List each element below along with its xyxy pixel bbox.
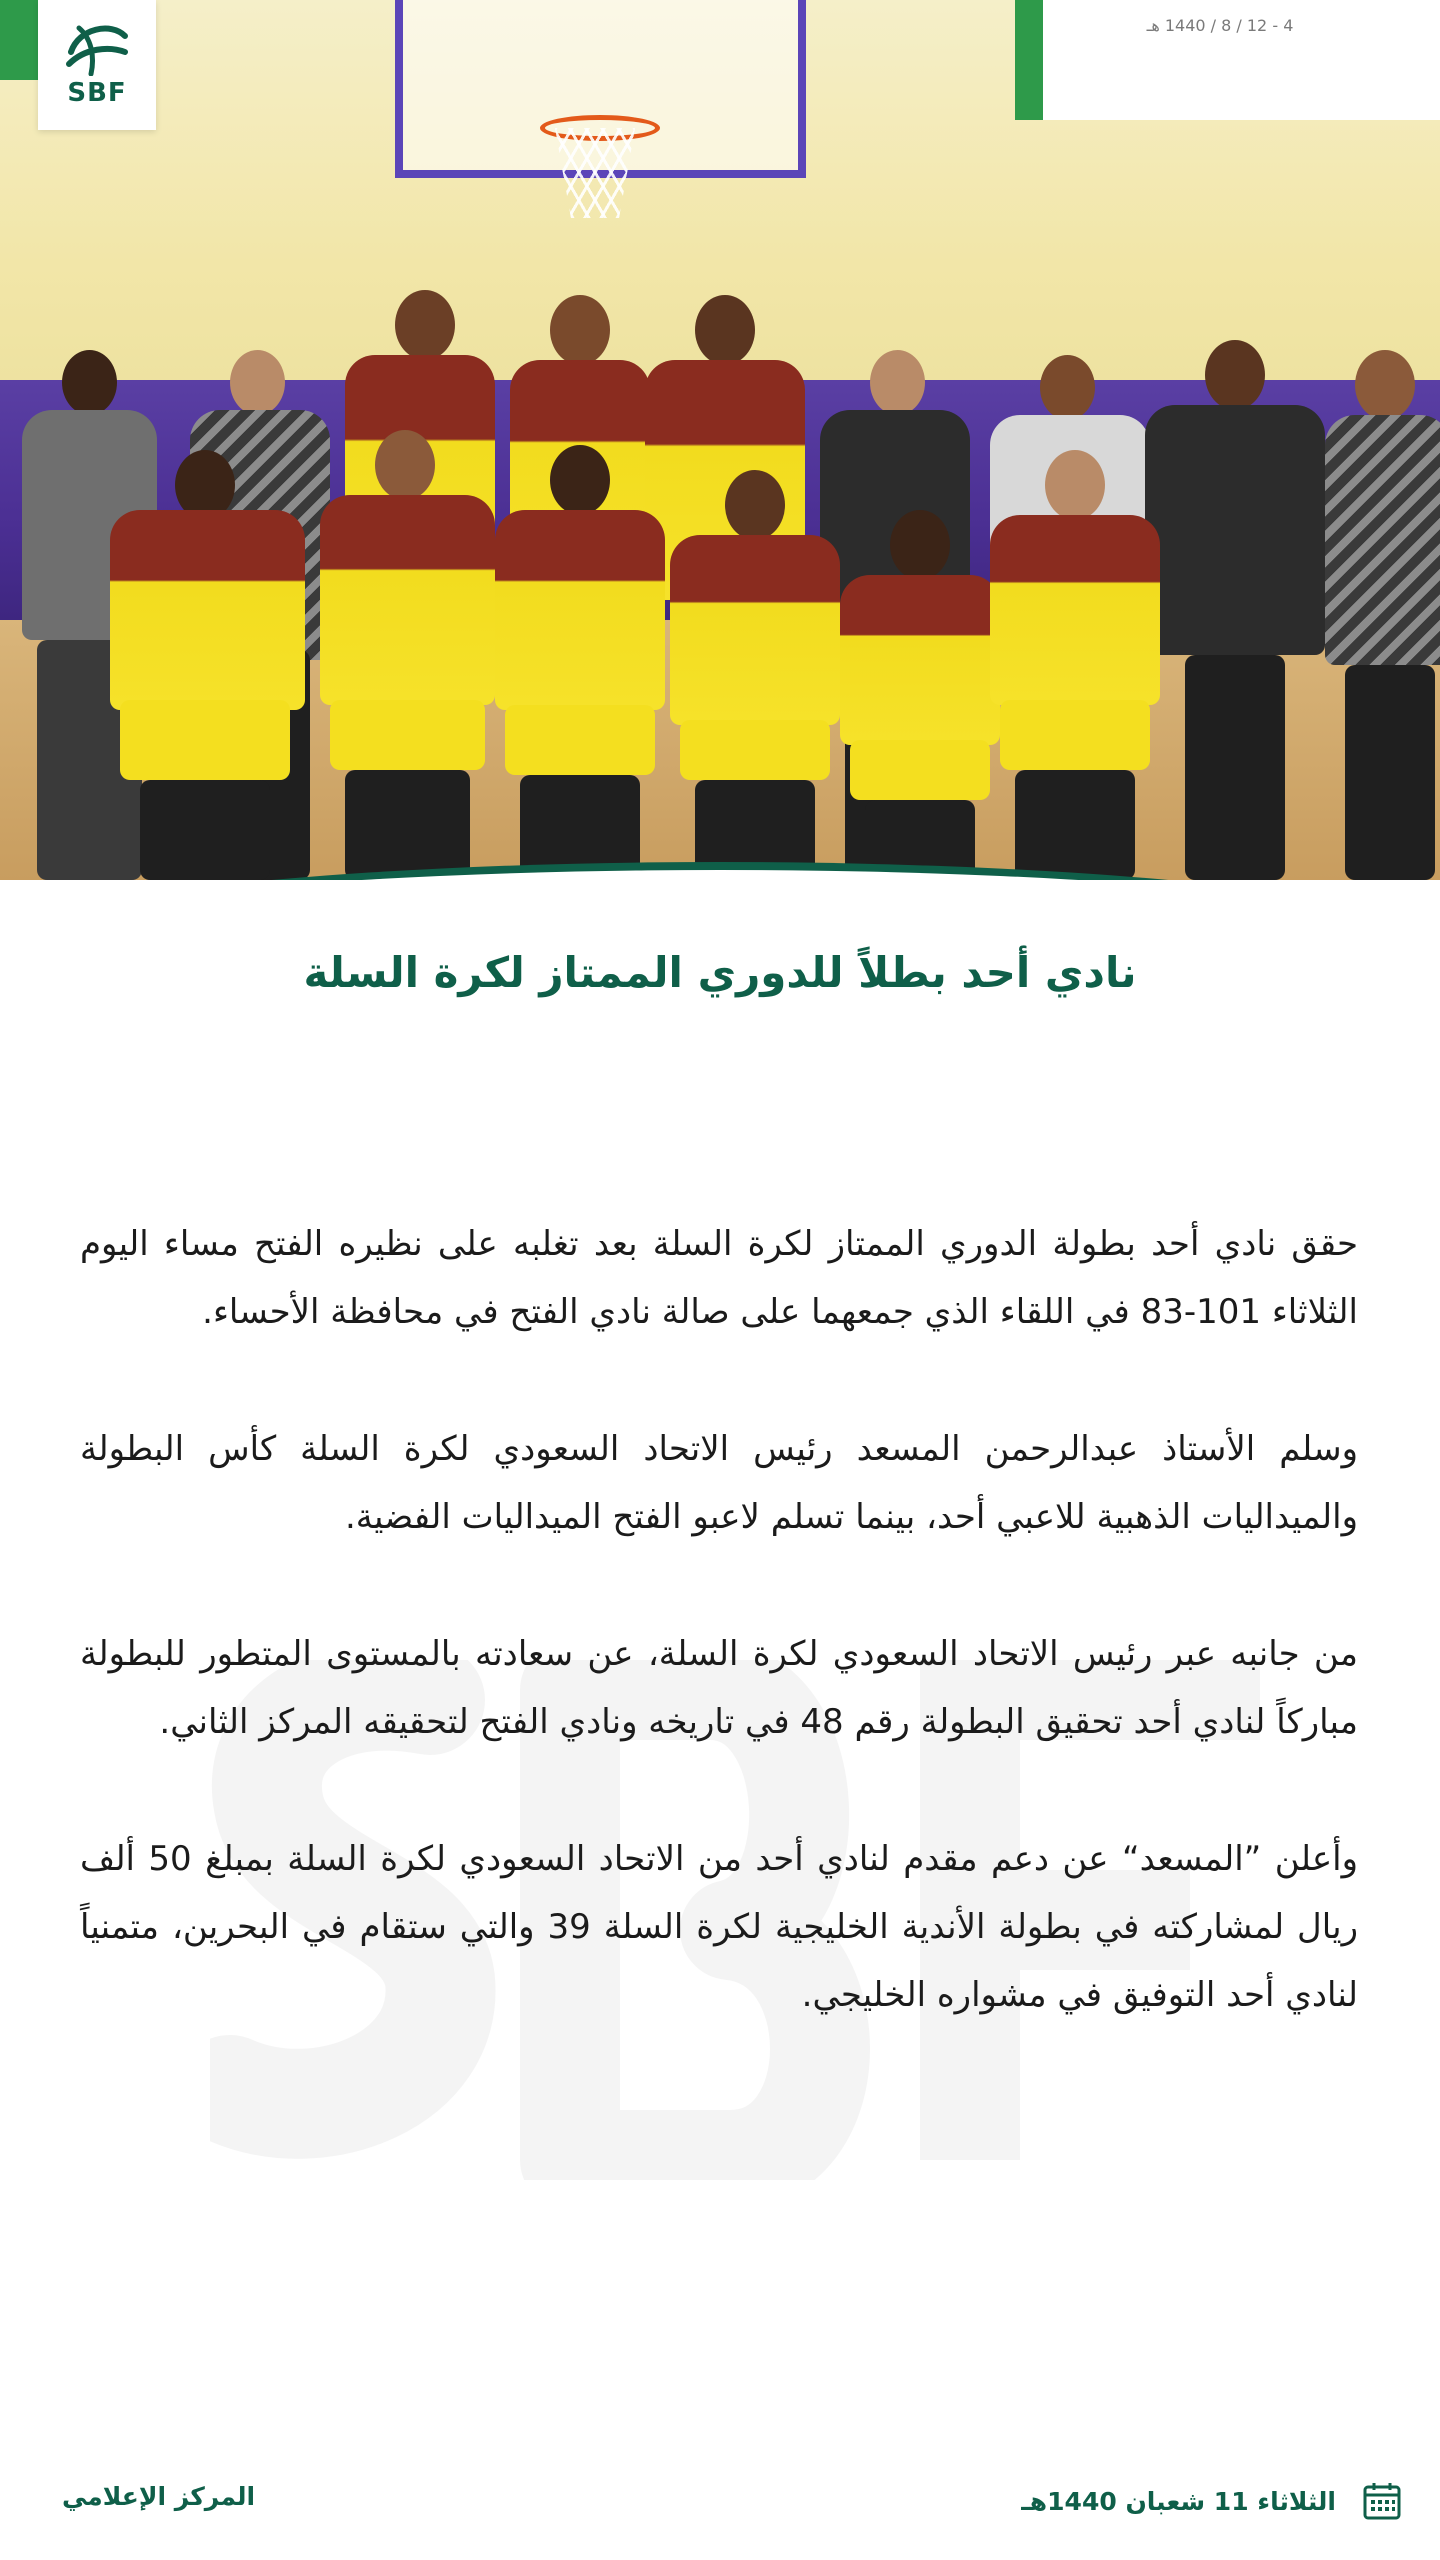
player (490, 445, 670, 880)
basketball-net (555, 128, 635, 218)
player (315, 430, 500, 880)
article-paragraph: وأعلن ”المسعد“ عن دعم مقدم لنادي أحد من الاتحاد السعودي لكرة السلة بمبلغ 50 ألف ريال لمشاركته في بطولة الأندية الخليجية لكرة السلة 39 والتي ستقام في البحرين، متمنياً لنادي أحد التوفيق في مشواره الخليجي. (80, 1839, 1358, 2015)
article-body (80, 1210, 1358, 2098)
article-title: نادي أحد بطلاً للدوري الممتاز لكرة السلة (303, 948, 1137, 997)
sbf-logo (38, 0, 156, 130)
player (985, 450, 1165, 880)
article-paragraph: من جانبه عبر رئيس الاتحاد السعودي لكرة السلة، عن سعادته بالمستوى المتطور للبطولة مباركاً لنادي أحد تحقيق البطولة رقم 48 في تاريخه ونادي الفتح لتحقيقه المركز الثاني. (80, 1634, 1358, 1742)
publish-date-text: الثلاثاء 11 شعبان 1440هـ (1021, 2486, 1336, 2516)
article-paragraph: وسلم الأستاذ عبدالرحمن المسعد رئيس الاتحاد السعودي لكرة السلة كأس البطولة والميداليات الذهبية للاعبي أحد، بينما تسلم لاعبو الفتح الميداليات الفضية. (80, 1429, 1358, 1537)
media-center-label: المركز الإعلامي (62, 2482, 256, 2511)
article-paragraph: حقق نادي أحد بطولة الدوري الممتاز لكرة السلة بعد تغلبه على نظيره الفتح مساء اليوم الثلاثاء 101-83 في اللقاء الذي جمعهما على صالة نادي الفتح في محافظة الأحساء. (80, 1224, 1358, 1332)
staff-member (1320, 350, 1440, 880)
player (100, 450, 315, 880)
player (835, 510, 1005, 880)
team-photo (0, 0, 1440, 880)
staff-member (1140, 340, 1330, 880)
player (665, 470, 845, 880)
basketball-logo-icon (65, 18, 129, 76)
green-banner (0, 0, 40, 80)
publish-date (1021, 2478, 1402, 2524)
wall-banner-text: 4 - 12 / 8 / 1440 هـ (1146, 16, 1294, 35)
logo-text: SBF (67, 78, 127, 108)
calendar-icon (1362, 2481, 1402, 2521)
team-group (0, 280, 1440, 880)
